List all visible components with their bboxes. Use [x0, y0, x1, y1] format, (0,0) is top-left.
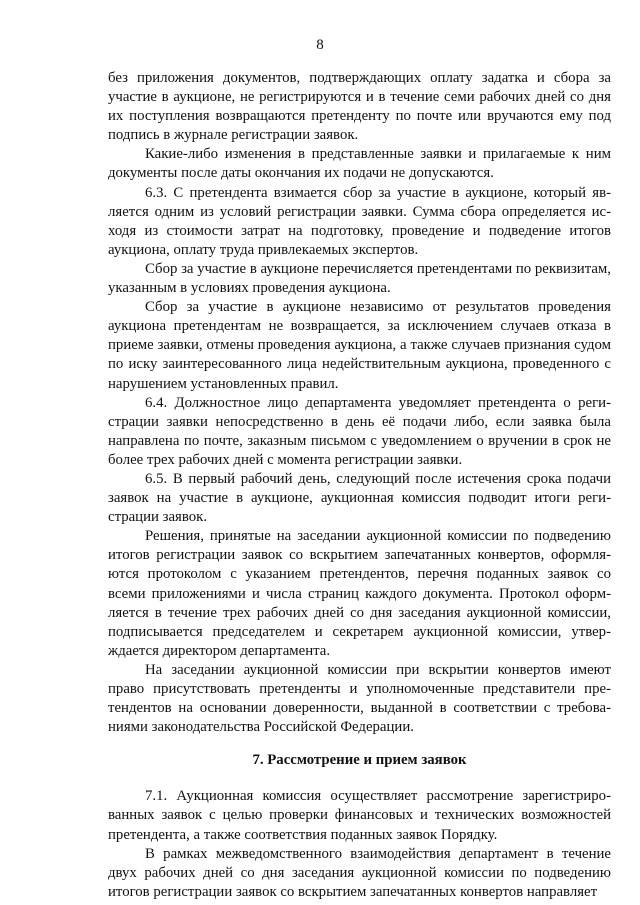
- paragraph-fee-not-returned: Сбор за участие в аукционе независимо от результатов проведения аукциона претендентам не возвращается, за исключением случаев отказа в приеме заявки, отмены проведения аукциона, а также случаев признания судом по иску заинтересованного лица недействительным аукциона, проведенного с нарушением установленных правил.: [108, 299, 611, 392]
- paragraph-changes-not-allowed: Какие-либо изменения в представленные заявки и прилагаемые к ним документы после даты окончания их подачи не допускаются.: [108, 146, 611, 182]
- paragraph-interagency: В рамках межведомственного взаимодействия департамент в течение двух рабочих дней со дня заседания аукционной комиссии по подведению итогов регистрации заявок со вскрытием запечатанных конвертов направляет: [108, 845, 611, 900]
- paragraph-continuation: без приложения документов, подтверждающих оплату задатка и сбора за участие в аукционе, не регистрируются и в течение семи рабочих дней со дня их поступления возвращаются претенденту по почте или вручаются ему под подпись в журнале регистрации заявок.: [108, 70, 611, 144]
- paragraph-6-3: 6.3. С претендента взимается сбор за участие в аукционе, который является одним из условий регистрации заявки. Сумма сбора определяется исходя из стоимости затрат на подготовку, проведение и подведение итогов аукциона, оплату труда привлекаемых экспертов.: [108, 184, 611, 258]
- paragraph-attendance-rights: На заседании аукционной комиссии при вскрытии конвертов имеют право присутствовать претенденты и уполномоченные представители претендентов на основании доверенности, выданной в соответствии с требованиями законодательства Российской Федерации.: [108, 661, 611, 736]
- page-number: 8: [316, 37, 324, 53]
- paragraph-7-1: 7.1. Аукционная комиссия осуществляет рассмотрение зарегистрированных заявок с целью проверки финансовых и технических возможностей претендента, а также соответствия поданных заявок Порядку.: [108, 788, 611, 843]
- spacer: [108, 737, 611, 751]
- paragraph-fee-transfer: Сбор за участие в аукционе перечисляется претендентами по реквизитам, указанным в условиях проведения аукциона.: [108, 260, 611, 297]
- paragraph-6-5: 6.5. В первый рабочий день, следующий после истечения срока подачи заявок на участие в аукционе, аукционная комиссия подводит итоги регистрации заявок.: [108, 470, 611, 526]
- document-body: [108, 69, 611, 902]
- section-title: 7. Рассмотрение и прием заявок: [252, 752, 467, 769]
- paragraph-decisions-protocol: Решения, принятые на заседании аукционной комиссии по подведению итогов регистрации заявок со вскрытием запечатанных конвертов, оформляются протоколом с указанием претендентов, перечня поданных заявок со всеми приложениями и числа страниц каждого документа. Протокол оформляется в течение трех рабочих дней со дня заседания аукционной комиссии, подписывается председателем и секретарем аукционной комиссии, утверждается директором департамента.: [108, 528, 611, 659]
- spacer: [108, 770, 611, 787]
- paragraph-6-4: 6.4. Должностное лицо департамента уведомляет претендента о регистрации заявки непосредственно в день её подачи либо, если заявка была направлена по почте, заказным письмом с уведомлением о вручении в срок не более трех рабочих дней с момента регистрации заявки.: [108, 394, 611, 468]
